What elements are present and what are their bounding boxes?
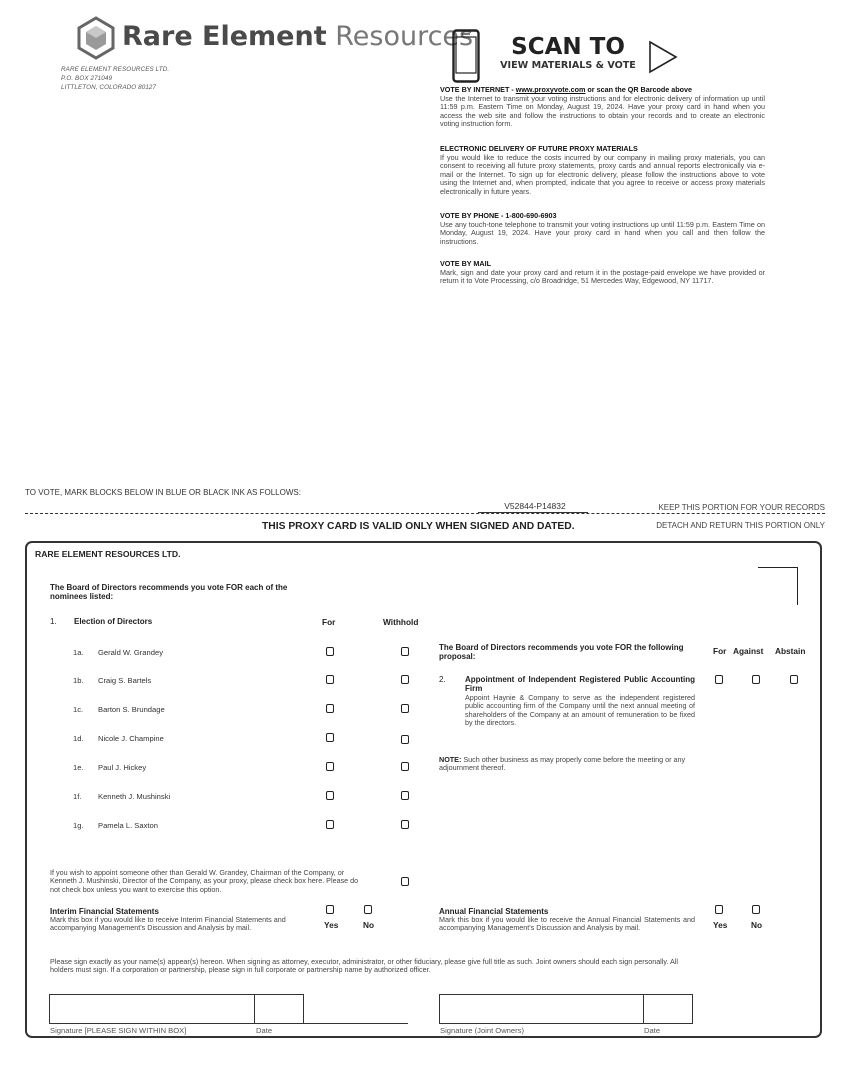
for-checkbox[interactable] [326,647,334,656]
control-number: V52844-P14832 [488,501,582,511]
internet-heading: VOTE BY INTERNET - www.proxyvote.com or scan the QR Barcode above [440,85,693,94]
appoint-proxy-checkbox[interactable] [401,877,409,886]
nominee-number: 1b. [73,676,84,685]
board-recommendation-directors: The Board of Directors recommends you vote FOR each of the nominees listed: [50,583,288,601]
nominee-number: 1c. [73,705,84,714]
address-line: RARE ELEMENT RESOURCES LTD. [61,66,170,73]
annual-no-checkbox[interactable] [752,905,760,914]
proxy-appointment-text: If you wish to appoint someone other than Gerald W. Grandey, Chairman of the Company, or Kenneth J. Mushinski, Director of the Company, as your proxy, please check box here. Please do not check box unless you want to exercise this option. [50,868,359,894]
nominee-name: Craig S. Bartels [98,676,152,685]
proxyvote-link[interactable]: www.proxyvote.com [515,85,586,94]
for-checkbox[interactable] [326,791,334,800]
address-line: P.O. BOX 271049 [61,75,113,82]
nominee-number: 1d. [73,734,84,743]
no-label: No [751,920,763,930]
proposal-against-checkbox[interactable] [752,675,760,684]
interim-yes-checkbox[interactable] [326,905,334,914]
detach-dashed-line [25,513,825,514]
electronic-body: If you would like to reduce the costs incurred by our company in mailing proxy materials, you can consent to receiving all future proxy statements, proxy cards and annual reports electronically via e-mail or the Internet. To sign up for electronic delivery, please follow the instructions above to vote using the Internet and, when prompted, indicate that you agree to receive or access proxy materials electronically in future years. [440,152,765,196]
proposal-for-checkbox[interactable] [715,675,723,684]
date-box[interactable] [254,994,304,1024]
for-checkbox[interactable] [326,762,334,771]
nominee-name: Paul J. Hickey [98,763,147,772]
yes-label: Yes [713,920,728,930]
phone-heading: VOTE BY PHONE - 1-800-690-6903 [440,211,557,220]
phone-icon [452,29,480,83]
nominee-number: 1g. [73,821,84,830]
withhold-checkbox[interactable] [401,735,409,744]
electronic-heading: ELECTRONIC DELIVERY OF FUTURE PROXY MATERIALS [440,144,638,153]
nominee-name: Barton S. Brundage [98,705,165,714]
item-1-title: Election of Directors [74,617,153,626]
column-against: Against [733,646,764,656]
mail-body: Mark, sign and date your proxy card and return it in the postage-paid envelope we have provided or return it to Vote Processing, c/o Broadridge, 51 Mercedes Way, Edgewood, NY 11717. [440,267,765,286]
internet-body: Use the Internet to transmit your voting instructions and for electronic delivery of information up until 11:59 p.m. Eastern Time on Monday, August 19, 2024. Have your proxy card in hand when you access the web site and follow the instructions to obtain your records and to create an electronic voting instruction form. [440,93,765,129]
annual-statements-body: Mark this box if you would like to receive the Annual Financial Statements and accompanying Management's Discussion and Analysis by mail. [439,915,695,933]
no-label: No [363,920,375,930]
ink-instruction: TO VOTE, MARK BLOCKS BELOW IN BLUE OR BLACK INK AS FOLLOWS: [25,488,301,497]
signing-instructions: Please sign exactly as your name(s) appear(s) hereon. When signing as attorney, executor, administrator, or other fiduciary, please give full title as such. Joint owners should each sign personally. All holders must sign. If a corporation or partnership, please sign in full corporate or partnership name by authorized officer. [50,957,679,975]
detach-portion-label: DETACH AND RETURN THIS PORTION ONLY [656,521,825,530]
interim-statements-title: Interim Financial Statements [50,907,159,916]
item-2-title: Appointment of Independent Registered Public Accounting Firm [465,675,695,693]
withhold-checkbox[interactable] [401,647,409,656]
scan-subtitle: VIEW MATERIALS & VOTE [500,60,636,71]
scan-to-title: SCAN TO [511,34,625,60]
nominee-number: 1f. [73,792,82,801]
note-text: NOTE: Such other business as may properly come before the meeting or any adjournment thereof. [439,755,686,773]
joint-signature-label: Signature (Joint Owners) [440,1026,524,1035]
withhold-checkbox[interactable] [401,820,409,829]
column-for: For [322,617,336,627]
nominee-number: 1a. [73,648,84,657]
signature-line [304,1023,408,1024]
nominee-number: 1e. [73,763,84,772]
nominee-name: Nicole J. Champine [98,734,164,743]
keep-portion-label: KEEP THIS PORTION FOR YOUR RECORDS [600,503,825,512]
board-recommendation-proposal: The Board of Directors recommends you vote FOR the following proposal: [439,643,684,661]
nominee-name: Pamela L. Saxton [98,821,158,830]
interim-no-checkbox[interactable] [364,905,372,914]
registration-corner-mark [758,567,798,605]
ballot-company-name: RARE ELEMENT RESOURCES LTD. [35,549,181,559]
joint-date-label: Date [644,1026,661,1035]
date-label: Date [256,1026,273,1035]
electronic-delivery-section [440,145,765,197]
nominee-name: Kenneth J. Mushinski [98,792,171,801]
signature-label: Signature [PLEASE SIGN WITHIN BOX] [50,1026,187,1035]
vote-by-mail-section [440,260,765,286]
annual-yes-checkbox[interactable] [715,905,723,914]
control-number-underline [478,512,588,513]
annual-statements-title: Annual Financial Statements [439,907,549,916]
interim-statements-body: Mark this box if you would like to receive Interim Financial Statements and accompanying Management's Discussion and Analysis by mail. [50,915,286,933]
for-checkbox[interactable] [326,820,334,829]
valid-only-notice: THIS PROXY CARD IS VALID ONLY WHEN SIGNED AND DATED. [262,521,575,532]
arrow-play-icon [648,40,678,74]
withhold-checkbox[interactable] [401,675,409,684]
yes-label: Yes [324,920,339,930]
item-1-number: 1. [50,617,57,626]
for-checkbox[interactable] [326,704,334,713]
joint-signature-box[interactable] [439,994,644,1024]
withhold-checkbox[interactable] [401,762,409,771]
withhold-checkbox[interactable] [401,791,409,800]
company-logo-icon [74,16,118,60]
address-line: LITTLETON, COLORADO 80127 [61,84,157,91]
mail-heading: VOTE BY MAIL [440,259,491,268]
phone-body: Use any touch-tone telephone to transmit your voting instructions up until 11:59 p.m. Eastern Time on Monday, August 19, 2024. Have your proxy card in hand when you call and then follow the instructions. [440,219,765,246]
vote-by-phone-section [440,212,765,246]
item-2-number: 2. [439,675,446,684]
column-abstain: Abstain [775,646,806,656]
withhold-checkbox[interactable] [401,704,409,713]
vote-by-internet-section [440,86,765,129]
company-name: Rare Element Resources [122,21,474,52]
column-withhold: Withhold [383,617,419,627]
for-checkbox[interactable] [326,733,334,742]
joint-date-box[interactable] [643,994,693,1024]
column-for: For [713,646,727,656]
for-checkbox[interactable] [326,675,334,684]
nominee-name: Gerald W. Grandey [98,648,163,657]
proposal-abstain-checkbox[interactable] [790,675,798,684]
item-2-description: Appoint Haynie & Company to serve as the independent registered public accounting firm of the Company until the next annual meeting of shareholders of the Company at an amount of remuneration to be fixed by the directors. [465,693,695,728]
signature-box[interactable] [49,994,255,1024]
